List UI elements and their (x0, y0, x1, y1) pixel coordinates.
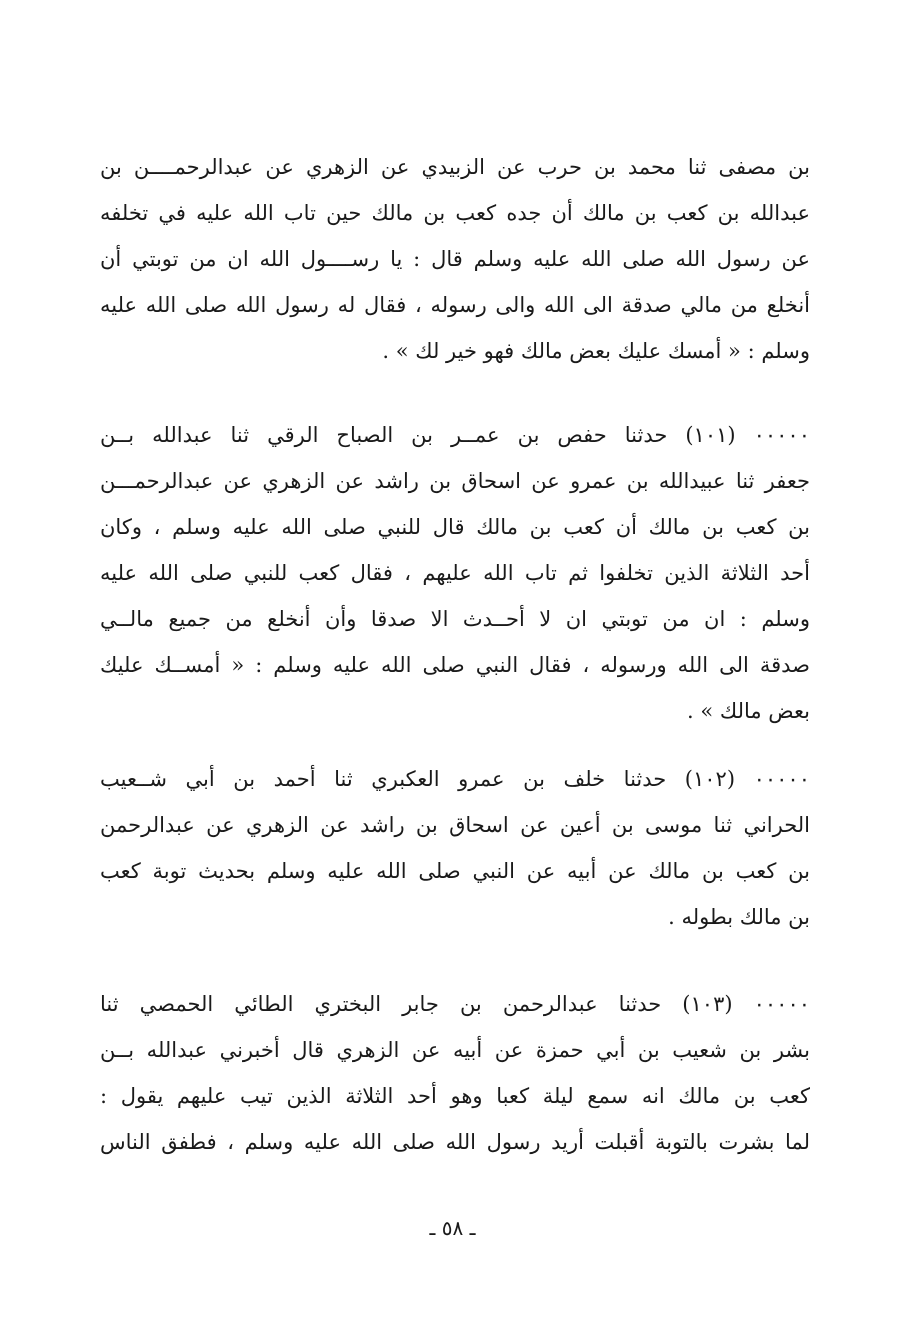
text-line: وسلم : « أمسك عليك بعض مالك فهو خير لك » . (382, 339, 810, 363)
page-number: ـ ٥٨ ـ (429, 1216, 476, 1240)
text-line: لما بشرت بالتوبة أقبلت أريد رسول الله صلى الله عليه وسلم ، فطفق الناس (100, 1130, 810, 1154)
text-line: بن كعب بن مالك عن أبيه عن النبي صلى الله عليه وسلم بحديث توبة كعب (100, 859, 810, 883)
text-line: ٠٠٠٠٠ (١٠٢) حدثنا خلف بن عمرو العكبري ثنا أحمد بن أبي شــعيب (100, 767, 810, 791)
paragraph-1 (100, 144, 810, 374)
text-line: بن كعب بن مالك أن كعب بن مالك قال للنبي صلى الله عليه وسلم ، وكان (100, 515, 810, 539)
text-line: الحراني ثنا موسى بن أعين عن اسحاق بن راشد عن الزهري عن عبدالرحمن (100, 813, 810, 837)
text-line: ٠٠٠٠٠ (١٠٣) حدثنا عبدالرحمن بن جابر البختري الطائي الحمصي ثنا (100, 992, 810, 1016)
paragraph-3 (100, 756, 810, 940)
text-line: صدقة الى الله ورسوله ، فقال النبي صلى الله عليه وسلم : « أمســك عليك (100, 653, 810, 677)
paragraph-4 (100, 981, 810, 1165)
text-line: كعب بن مالك انه سمع ليلة كعبا وهو أحد الثلاثة الذين تيب عليهم يقول : (100, 1084, 810, 1108)
paragraph-2 (100, 412, 810, 734)
text-line: بن مصفى ثنا محمد بن حرب عن الزبيدي عن الزهري عن عبدالرحمــــن بن (100, 155, 810, 179)
text-line: أنخلع من مالي صدقة الى الله والى رسوله ، فقال له رسول الله صلى الله عليه (100, 293, 810, 317)
text-line: بعض مالك » . (687, 699, 810, 723)
text-line: أحد الثلاثة الذين تخلفوا ثم تاب الله عليهم ، فقال كعب للنبي صلى الله عليه (100, 561, 810, 585)
text-line: عن رسول الله صلى الله عليه وسلم قال : يا رســــول الله ان من توبتي أن (100, 247, 810, 271)
text-line: جعفر ثنا عبيدالله بن عمرو عن اسحاق بن راشد عن الزهري عن عبدالرحمـــن (100, 469, 810, 493)
text-line: ٠٠٠٠٠ (١٠١) حدثنا حفص بن عمــر بن الصباح الرقي ثنا عبدالله بــن (100, 423, 810, 447)
text-line: وسلم : ان من توبتي ان لا أحــدث الا صدقا وأن أنخلع من جميع مالــي (100, 607, 810, 631)
text-line: بشر بن شعيب بن أبي حمزة عن أبيه عن الزهري قال أخبرني عبدالله بــن (100, 1038, 810, 1062)
text-line: عبدالله بن كعب بن مالك أن جده كعب بن مالك حين تاب الله عليه في تخلفه (100, 201, 810, 225)
text-line: بن مالك بطوله . (668, 905, 810, 929)
